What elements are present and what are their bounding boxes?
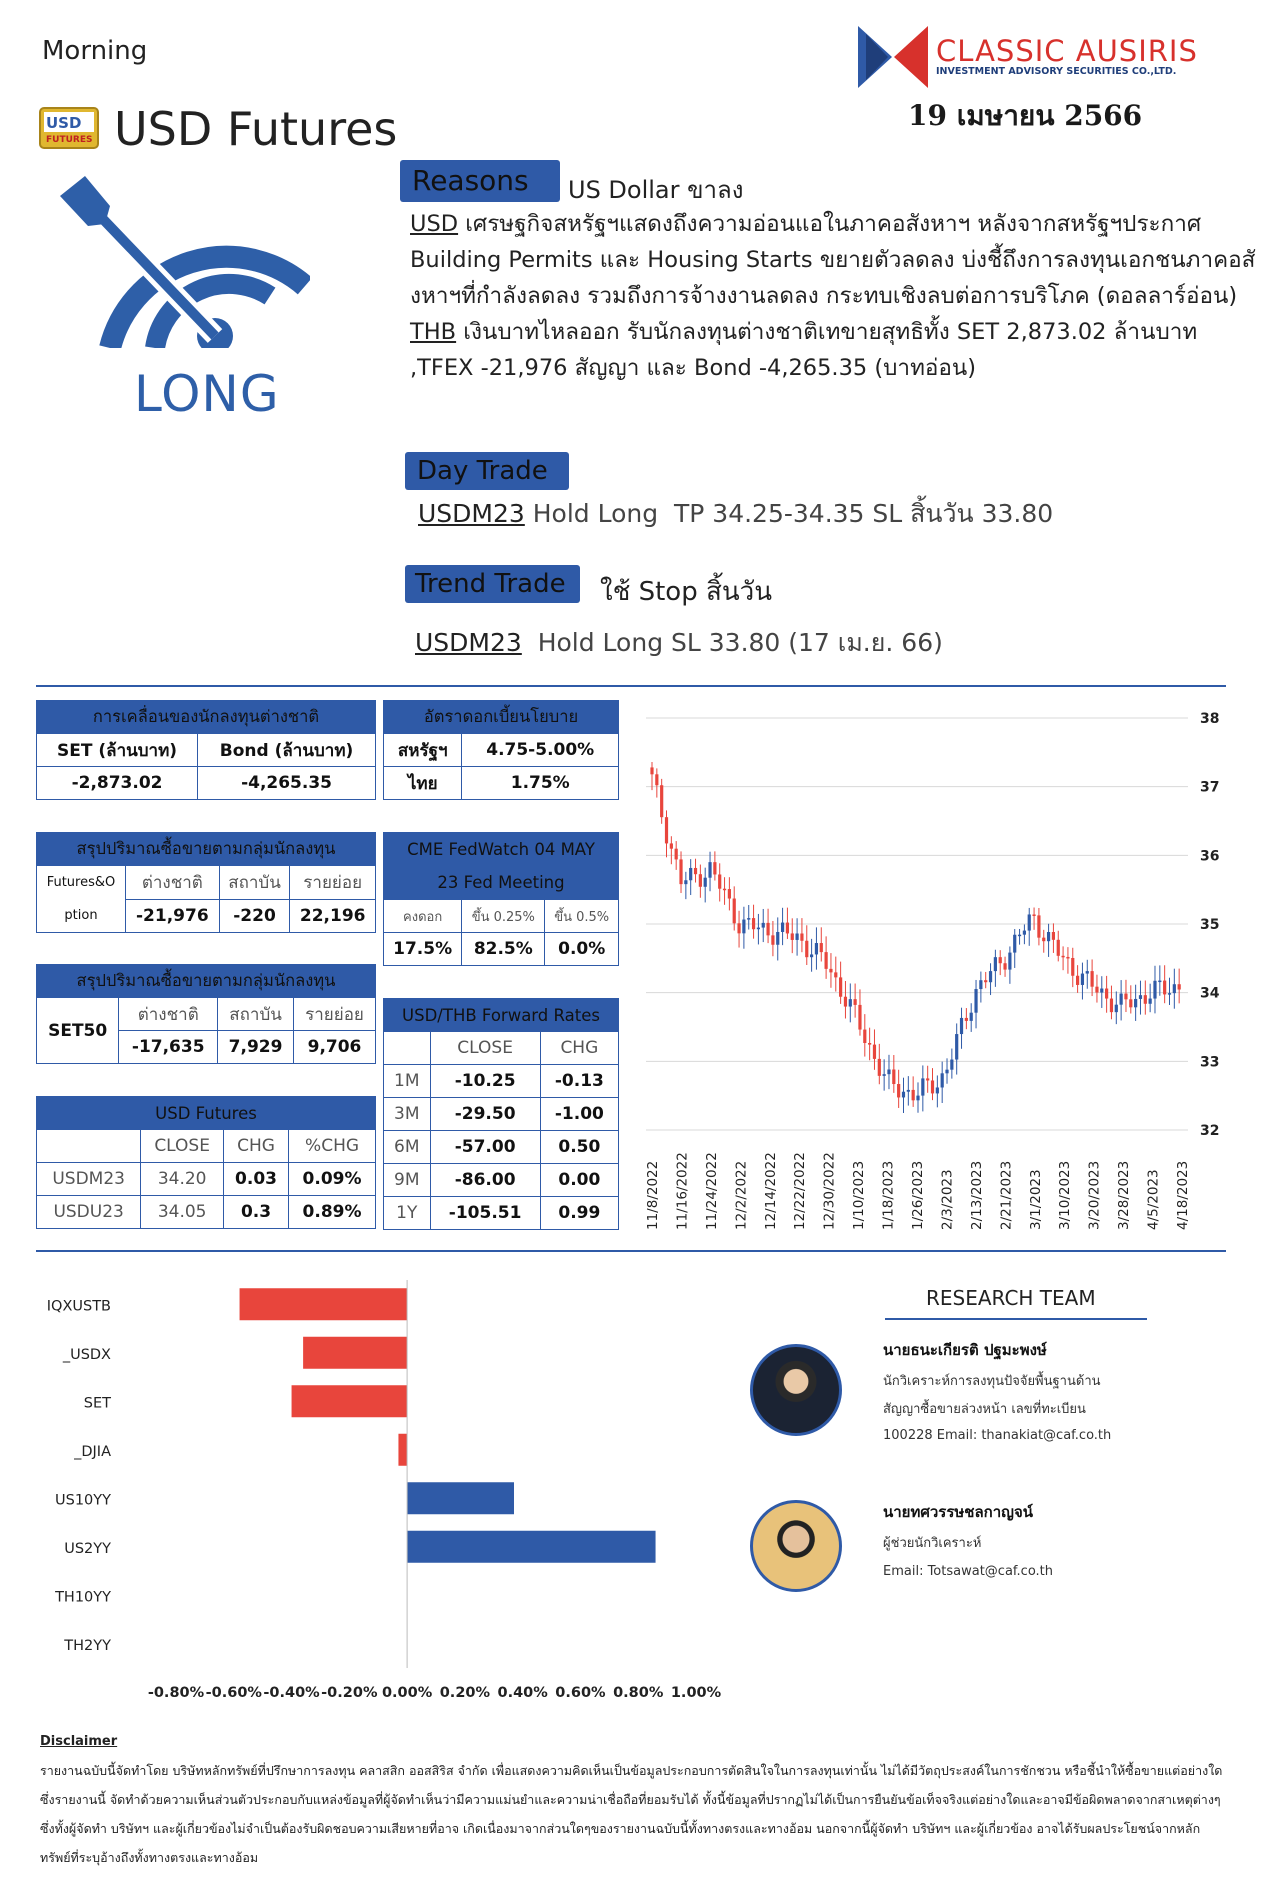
brand-subtitle: INVESTMENT ADVISORY SECURITIES CO.,LTD. [936,66,1177,77]
candle-body [907,1090,910,1092]
candle-body [965,1018,968,1021]
trend-trade-label: Trend Trade [405,565,580,603]
research-team-title: RESEARCH TEAM [926,1286,1096,1310]
set50-label: SET50 [37,998,119,1064]
foreign-flow-col2: Bond (ล้านบาท) [198,734,376,767]
trend-trade-symbol: USDM23 [415,628,522,657]
market-change-bar-chart [36,1270,736,1710]
tfex-col: สถาบัน [219,866,290,900]
x-tick-label: 12/22/2022 [792,1152,809,1230]
candle-body [887,1070,890,1075]
x-tick-label: 2/21/2023 [998,1160,1015,1230]
x-tick-label: 1.00% [670,1685,722,1701]
policy-rate-country: สหรัฐฯ [384,734,462,767]
forward-close: -57.00 [430,1131,540,1164]
policy-rate-country: ไทย [384,767,462,800]
candle-body [650,767,653,774]
candle-body [1037,915,1040,937]
candle-body [979,980,982,989]
candle-body [679,859,682,884]
candle-body [955,1034,958,1059]
candle-body [708,862,711,878]
bar [398,1434,407,1466]
candle-body [771,935,774,944]
candle-body [936,1087,939,1093]
candle-body [984,980,987,982]
candle-body [931,1080,934,1093]
tfex-value: -21,976 [125,899,219,933]
category-label: _DJIA [74,1443,111,1460]
forward-chg: -1.00 [540,1098,618,1131]
x-tick-label: 2/3/2023 [939,1169,956,1230]
x-tick-label: 1/10/2023 [851,1160,868,1230]
y-tick-label: 35 [1200,917,1220,933]
candle-body [699,874,702,887]
report-date: 19 เมษายน 2566 [908,99,1143,132]
trend-trade-detail: Hold Long SL 33.80 (17 เม.ย. 66) [521,628,943,657]
tfex-col: ต่างชาติ [125,866,219,900]
candle-body [897,1084,900,1097]
candle-body [921,1078,924,1095]
y-tick-label: 38 [1200,711,1220,727]
forward-close: -29.50 [430,1098,540,1131]
candle-body [1139,995,1142,999]
thb-tag: THB [410,319,457,345]
forward-tenor: 3M [384,1098,431,1131]
forward-tenor: 1M [384,1065,431,1098]
x-tick-label: 0.80% [613,1685,664,1701]
candle-body [757,928,760,930]
disclaimer-title: Disclaimer [40,1734,118,1749]
candle-body [1061,956,1064,958]
x-tick-label: 3/28/2023 [1116,1160,1133,1230]
candle-body [800,934,803,941]
x-tick-label: 1/18/2023 [880,1160,897,1230]
x-tick-label: 0.00% [381,1685,433,1701]
day-trade-label: Day Trade [405,452,569,490]
candle-body [1028,914,1031,930]
candle-body [1178,984,1181,989]
candle-body [815,943,818,954]
x-tick-label: 0.60% [555,1685,606,1701]
analyst-photo [750,1500,842,1592]
thb-reason: เงินบาทไหลออก รับนักลงทุนต่างชาติเทขายสุทธิทั้ง SET 2,873.02 ล้านบาท ,TFEX -21,976 สัญญา และ Bond -4,265.35 (บาทอ่อน) [410,319,1198,381]
candle-body [1120,994,1123,1005]
candle-body [1042,938,1045,942]
bar [303,1337,407,1369]
usd-futures-logo [38,106,102,152]
candle-body [781,923,784,932]
candle-body [863,1030,866,1043]
candle-body [858,1005,861,1030]
fedwatch-col: ขึ้น 0.25% [462,900,545,933]
category-label: US10YY [55,1492,111,1509]
candle-body [960,1018,963,1034]
candle-body [849,999,852,1006]
forward-tenor: 6M [384,1131,431,1164]
usd-futures-col: CLOSE [141,1130,224,1163]
candle-body [752,918,755,929]
category-label: US2YY [64,1540,111,1557]
candle-body [1023,931,1026,935]
usdthb-price-chart [644,700,1244,1260]
x-tick-label: 4/18/2023 [1175,1160,1191,1230]
fedwatch-table [383,832,619,966]
candle-body [723,889,726,891]
candle-body [1168,993,1171,995]
analyst-contact[interactable]: Email: Totsawat@caf.co.th [883,1564,1054,1579]
candle-body [704,878,707,887]
x-tick-label: 12/14/2022 [762,1152,779,1230]
fedwatch-col: ขึ้น 0.5% [545,900,619,933]
candle-body [670,843,673,848]
usd-tag: USD [410,211,459,237]
candle-body [1134,999,1137,1007]
candle-body [762,923,765,928]
usd-futures-sym: USDM23 [37,1163,141,1196]
candle-body [689,868,692,880]
forward-chg: 0.99 [540,1197,618,1230]
candle-body [1081,974,1084,985]
usd-futures-col [37,1130,141,1163]
candle-body [989,971,992,982]
usd-futures-close: 34.05 [141,1196,224,1229]
stance-label: LONG [134,365,280,423]
set50-summary-title: สรุปปริมาณซื้อขายตามกลุ่มนักลงทุน [37,965,376,998]
candle-body [829,969,832,973]
day-trade-symbol: USDM23 [418,499,525,528]
usd-futures-col: %CHG [289,1130,376,1163]
x-tick-label: 2/13/2023 [968,1160,985,1230]
foreign-flow-bond: -4,265.35 [198,767,376,800]
candle-body [1008,953,1011,970]
fedwatch-title: CME FedWatch 04 MAY 23 Fed Meeting [384,833,619,900]
candle-body [1149,999,1152,1004]
bar [292,1385,408,1417]
y-tick-label: 36 [1200,848,1220,865]
x-tick-label: -0.60% [205,1685,262,1701]
candle-body [868,1043,871,1045]
bar [240,1288,408,1320]
tfex-summary-table [36,832,376,933]
brand-logo-icon [858,22,928,92]
candle-body [776,932,779,945]
candle-body [675,849,678,860]
target-arrow-icon [60,176,310,348]
usd-futures-col: CHG [223,1130,288,1163]
candle-body [999,957,1002,963]
forward-col: CLOSE [430,1032,540,1065]
candle-body [786,923,789,934]
candle-body [737,923,740,933]
disclaimer-text: รายงานฉบับนี้จัดทำโดย บริษัทหลักทรัพย์ที่ปรึกษาการลงทุน คลาสสิก ออสสิริส จำกัด เพื่อแสดงความคิดเห็นเป็นข้อมูลประกอบการตัดสินใจในการลงทุนเท่านั้น ไม่ได้มีวัตถุประสงค์ในการชักชวน หรือชี้นำให้ซื้อขายแต่อย่างใด ซึ่งรายงานนี้ จัดทำด้วยความเห็นส่วนตัวประกอบกับแหล่งข้อมูลที่ผู้จัดทำเห็นว่ามีความแม่นยำและความน่าเชื่อถือที่ยอมรับได้ ทั้งนี้ข้อมูลที่ปรากฏไม่ได้เป็นการยืนยันข้อเท็จจริงแต่อย่างใดและอาจมีข้อผิดพลาดจากสาเหตุต่างๆ ซึ่งทั้งผู้จัดทำ บริษัทฯ และผู้เกี่ยวข้องไม่จำเป็นต้องรับผิดชอบความเสียหายที่อาจ เกิดเนื่องมาจากส่วนใดๆของรายงานฉบับนี้ทั้งทางตรงและทางอ้อม นอกจากนี้ผู้จัดทำ บริษัทฯ และผู้เกี่ยวข้อง อาจได้รับผลประโยชน์จากหลักทรัพย์ที่ระบุอ้างถึงทั้งทางตรงและทางอ้อม [40,1763,1223,1865]
candle-body [1110,999,1113,1013]
candle-body [728,889,731,898]
fedwatch-value: 17.5% [384,933,462,966]
candle-body [1115,1005,1118,1012]
candle-body [844,997,847,1007]
set50-value: -17,635 [119,1031,218,1064]
forward-tenor: 9M [384,1164,431,1197]
bar [407,1531,655,1563]
candle-body [916,1096,919,1101]
candle-body [684,880,687,884]
analyst-name: นายธนะเกียรติ ปฐมะพงษ์ [883,1341,1047,1359]
usd-reason: เศรษฐกิจสหรัฐฯแสดงถึงความอ่อนแอในภาคอสังหาฯ หลังจากสหรัฐฯประกาศ Building Permits และ Housing Starts ขยายตัวลดลง บ่งชี้ถึงการลงทุนเอกชนภาคอสังหาฯที่กำลังลดลง รวมถึงการจ้างงานลดลง กระทบเชิงลบต่อการบริโภค (ดอลลาร์อ่อน) [410,211,1256,309]
day-trade-text [418,494,1053,534]
reasons-headline: US Dollar ขาลง [568,176,744,204]
usd-futures-close: 34.20 [141,1163,224,1196]
candle-body [1076,976,1079,985]
analyst-name: นายทศวรรษชลกาญจน์ [883,1503,1033,1521]
candle-body [791,933,794,939]
x-tick-label: 11/16/2022 [674,1152,691,1230]
foreign-flow-col1: SET (ล้านบาท) [37,734,198,767]
x-tick-label: 12/2/2022 [733,1160,750,1230]
candle-body [1057,940,1060,956]
candle-body [1018,935,1021,937]
candle-body [941,1073,944,1087]
candle-body [1173,984,1176,993]
forward-rates-title: USD/THB Forward Rates [384,999,619,1032]
candle-body [1032,914,1035,916]
candle-body [766,923,769,935]
candle-body [839,977,842,996]
tfex-value: -220 [219,899,290,933]
divider-top [36,685,1226,687]
brand-name: CLASSIC AUSIRIS [936,34,1198,68]
set50-value: 7,929 [218,1031,294,1064]
svg-text:USD: USD [46,114,82,132]
tfex-value: 22,196 [290,899,376,933]
candle-body [655,774,658,785]
candle-body [1105,989,1108,999]
analyst-photo [750,1344,842,1436]
forward-rates-table [383,998,619,1230]
candle-body [820,943,823,952]
candle-body [1052,932,1055,940]
category-label: TH10YY [55,1589,111,1606]
candle-body [902,1092,905,1098]
day-trade-detail: Hold Long TP 34.25-34.35 SL สิ้นวัน 33.80 [524,499,1054,528]
x-tick-label: 0.40% [497,1685,548,1701]
candle-body [1003,963,1006,969]
candle-body [974,989,977,1013]
candle-body [747,918,750,920]
usd-futures-chg: 0.03 [223,1163,288,1196]
candle-body [834,972,837,977]
policy-rate-value: 4.75-5.00% [462,734,619,767]
tfex-col: รายย่อย [290,866,376,900]
analyst-contact[interactable]: 100228 Email: thanakiat@caf.co.th [883,1428,1112,1443]
divider-bottom [36,1250,1226,1252]
candle-body [1144,995,1147,1004]
bar [407,1482,514,1514]
candle-body [926,1078,929,1080]
forward-chg: 0.50 [540,1131,618,1164]
usd-futures-sym: USDU23 [37,1196,141,1229]
foreign-flow-table [36,700,376,800]
candle-body [825,952,828,969]
candle-body [810,954,813,957]
y-tick-label: 32 [1200,1123,1220,1139]
x-tick-label: 0.20% [439,1685,491,1701]
x-tick-label: -0.20% [321,1685,378,1701]
candle-body [733,899,736,924]
candle-body [795,934,798,940]
usd-futures-chg: 0.3 [223,1196,288,1229]
fedwatch-col: คงดอก [384,900,462,933]
fedwatch-value: 82.5% [462,933,545,966]
candle-body [1091,971,1094,987]
set50-col: ต่างชาติ [119,998,218,1031]
candle-body [665,817,668,843]
forward-tenor: 1Y [384,1197,431,1230]
category-label: IQXUSTB [46,1298,111,1315]
candle-body [1163,981,1166,995]
candle-body [1095,987,1098,993]
candle-body [742,920,745,934]
forward-col [384,1032,431,1065]
x-tick-label: 11/8/2022 [645,1160,661,1230]
usd-futures-pct: 0.09% [289,1163,376,1196]
x-tick-label: 3/1/2023 [1027,1169,1044,1230]
x-tick-label: 4/5/2023 [1145,1169,1162,1230]
usd-futures-title: USD Futures [37,1097,376,1130]
usd-futures-pct: 0.89% [289,1196,376,1229]
x-tick-label: 1/26/2023 [910,1160,926,1230]
policy-rate-title: อัตราดอกเบี้ยนโยบาย [384,701,619,734]
candle-body [873,1045,876,1059]
candle-body [994,957,997,971]
forward-close: -105.51 [430,1197,540,1230]
x-tick-label: -0.80% [147,1685,205,1701]
candle-body [713,862,716,874]
x-tick-label: 11/24/2022 [703,1152,720,1230]
forward-close: -86.00 [430,1164,540,1197]
svg-text:FUTURES: FUTURES [46,135,93,145]
forward-chg: -0.13 [540,1065,618,1098]
analyst-role: นักวิเคราะห์การลงทุนปัจจัยพื้นฐานด้าน [883,1374,1101,1389]
x-tick-label: 12/30/2022 [821,1152,838,1230]
x-tick-label: -0.40% [263,1685,320,1701]
policy-rate-value: 1.75% [462,767,619,800]
candle-body [1153,981,1156,999]
forward-chg: 0.00 [540,1164,618,1197]
analyst-role: สัญญาซื้อขายล่วงหน้า เลขที่ทะเบียน [883,1402,1086,1417]
candle-body [883,1074,886,1076]
candle-body [1124,994,1127,1000]
foreign-flow-set: -2,873.02 [37,767,198,800]
set50-value: 9,706 [294,1031,376,1064]
foreign-flow-title: การเคลื่อนของนักลงทุนต่างชาติ [37,701,376,734]
tfex-summary-title: สรุปปริมาณซื้อขายตามกลุ่มนักลงทุน [37,833,376,866]
candle-body [1158,981,1161,983]
product-title: USD Futures [114,102,398,156]
y-tick-label: 34 [1200,985,1220,1002]
session-label: Morning [42,36,148,66]
candle-body [1071,958,1074,976]
set50-summary-table [36,964,376,1064]
trend-trade-headline: ใช้ Stop สิ้นวัน [600,577,772,607]
category-label: _USDX [62,1346,111,1363]
x-tick-label: 3/20/2023 [1086,1160,1103,1230]
set50-col: สถาบัน [218,998,294,1031]
candle-body [892,1070,895,1085]
candle-body [1047,932,1050,941]
candle-body [660,785,663,817]
set50-col: รายย่อย [294,998,376,1031]
policy-rate-table [383,700,619,800]
reasons-label: Reasons [400,160,560,202]
category-label: SET [83,1395,111,1412]
candle-body [945,1070,948,1074]
analyst-role: ผู้ช่วยนักวิเคราะห์ [883,1536,982,1551]
candle-body [1086,971,1089,973]
x-tick-label: 3/10/2023 [1057,1160,1074,1230]
candle-body [694,868,697,874]
candle-body [970,1013,973,1021]
candle-body [1013,935,1016,953]
usd-futures-table [36,1096,376,1229]
reasons-body [410,206,1260,386]
candle-body [1100,989,1103,993]
tfex-summary-label: Futures&O ption [37,866,126,933]
research-team-underline [885,1318,1147,1320]
candle-body [912,1090,915,1100]
candle-body [950,1060,953,1070]
candle-body [718,874,721,888]
trend-trade-text [415,623,943,663]
forward-close: -10.25 [430,1065,540,1098]
candle-body [805,941,808,957]
candle-body [1066,957,1069,959]
candle-body [1129,999,1132,1007]
category-label: TH2YY [64,1637,111,1654]
candle-body [878,1059,881,1076]
candle-body [854,999,857,1005]
y-tick-label: 33 [1200,1054,1220,1071]
fedwatch-value: 0.0% [545,933,619,966]
y-tick-label: 37 [1200,779,1220,796]
forward-col: CHG [540,1032,618,1065]
